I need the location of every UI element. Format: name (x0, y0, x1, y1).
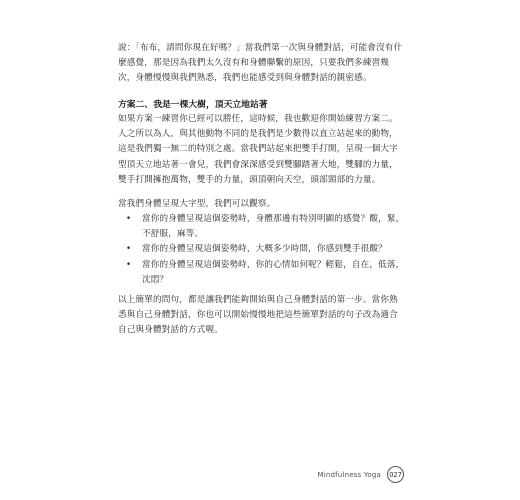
list-item-text: 當你的身體呈現這個姿勢時，大概多少時間，你感到雙手很酸？ (142, 244, 387, 255)
list-item (118, 212, 406, 242)
list-item (118, 242, 406, 257)
intro-paragraph: 說：「布布，請問你現在好嗎？」當我們第一次與身體對話，可能會沒有什麼感覺，那是因為我們太久沒有和身體聯繫的原因，只要我們多練習幾次，身體慢慢與我們熟悉，我們也能感受到與身體對話的親密感。 (118, 43, 403, 84)
page-footer (317, 466, 404, 483)
running-title: Mindfulness Yoga (317, 470, 381, 479)
bullet-icon: • (126, 214, 132, 224)
page-number-badge: 027 (387, 466, 404, 483)
list-item-text: 當你的身體呈現這個姿勢時，你的心情如何呢？輕鬆，自在，低落，沈悶？ (142, 259, 405, 285)
list-item (118, 258, 406, 288)
observation-list (118, 212, 406, 288)
section-body-paragraph: 如果方案一練習你已經可以勝任，這時候，我也歡迎你開始練習方案二。人之所以為人，與其他動物不同的是我們是少數得以直立站起來的動物，這是我們獨一無二的特別之處。當我們站起來把雙手打開，呈現一個大字型頂天立地站著一會兒，我們會深深感受到雙腳踏著大地，雙腳的力量，雙手打開擁抱萬物，雙手的力量，頭頂朝向天空，頭部頸部的力量。 (118, 114, 398, 185)
observation-intro: 當我們身體呈現大字型，我們可以觀察。 (118, 199, 276, 209)
conclusion-paragraph: 以上簡單的問句，都是讓我們能夠開始與自己身體對話的第一步。當你熟悉與自己身體對話，你也可以開始慢慢地把這些簡單對話的句子改為適合自己與身體對話的方式喔。 (118, 295, 398, 336)
bullet-icon: • (126, 259, 132, 270)
list-item-text: 當你的身體呈現這個姿勢時，身體那邊有特別明顯的感覺？酸，緊，不舒服，麻等。 (142, 214, 405, 240)
section-heading: 方案二、我是一棵大樹，頂天立地站著 (118, 100, 268, 110)
bullet-icon: • (126, 244, 132, 255)
